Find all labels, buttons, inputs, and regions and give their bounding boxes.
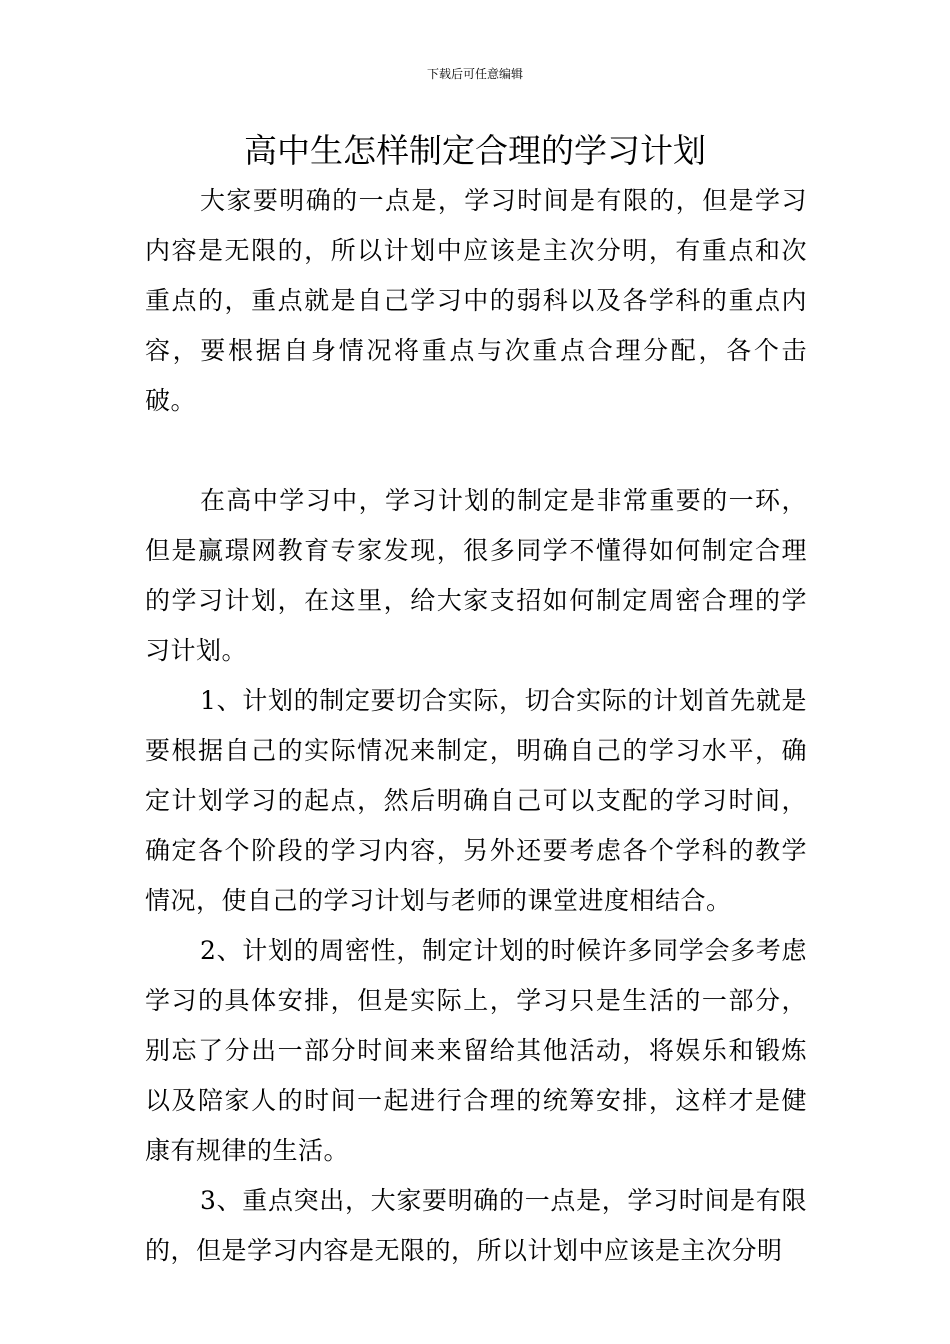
paragraph-gap [145,426,807,476]
document-body [145,176,807,1276]
paragraph-point-3: 3、重点突出，大家要明确的一点是，学习时间是有限的，但是学习内容是无限的，所以计划中应该是主次分明 [145,1186,807,1265]
paragraph-overview: 在高中学习中，学习计划的制定是非常重要的一环，但是赢璟网教育专家发现，很多同学不懂得如何制定合理的学习计划，在这里，给大家支招如何制定周密合理的学习计划。 [145,486,807,665]
paragraph-intro: 大家要明确的一点是，学习时间是有限的，但是学习内容是无限的，所以计划中应该是主次分明，有重点和次重点的，重点就是自己学习中的弱科以及各学科的重点内容，要根据自身情况将重点与次重点合理分配，各个击破。 [145,186,807,415]
paragraph-point-1: 1、计划的制定要切合实际，切合实际的计划首先就是要根据自己的实际情况来制定，明确自己的学习水平，确定计划学习的起点，然后明确自己可以支配的学习时间，确定各个阶段的学习内容，另外还要考虑各个学科的教学情况，使自己的学习计划与老师的课堂进度相结合。 [145,686,807,915]
document-title: 高中生怎样制定合理的学习计划 [244,131,706,170]
paragraph-point-2: 2、计划的周密性，制定计划的时候许多同学会多考虑学习的具体安排，但是实际上，学习只是生活的一部分，别忘了分出一部分时间来来留给其他活动，将娱乐和锻炼以及陪家人的时间一起进行合理的统筹安排，这样才是健康有规律的生活。 [145,936,807,1165]
header-note: 下载后可任意编辑 [426,67,523,81]
